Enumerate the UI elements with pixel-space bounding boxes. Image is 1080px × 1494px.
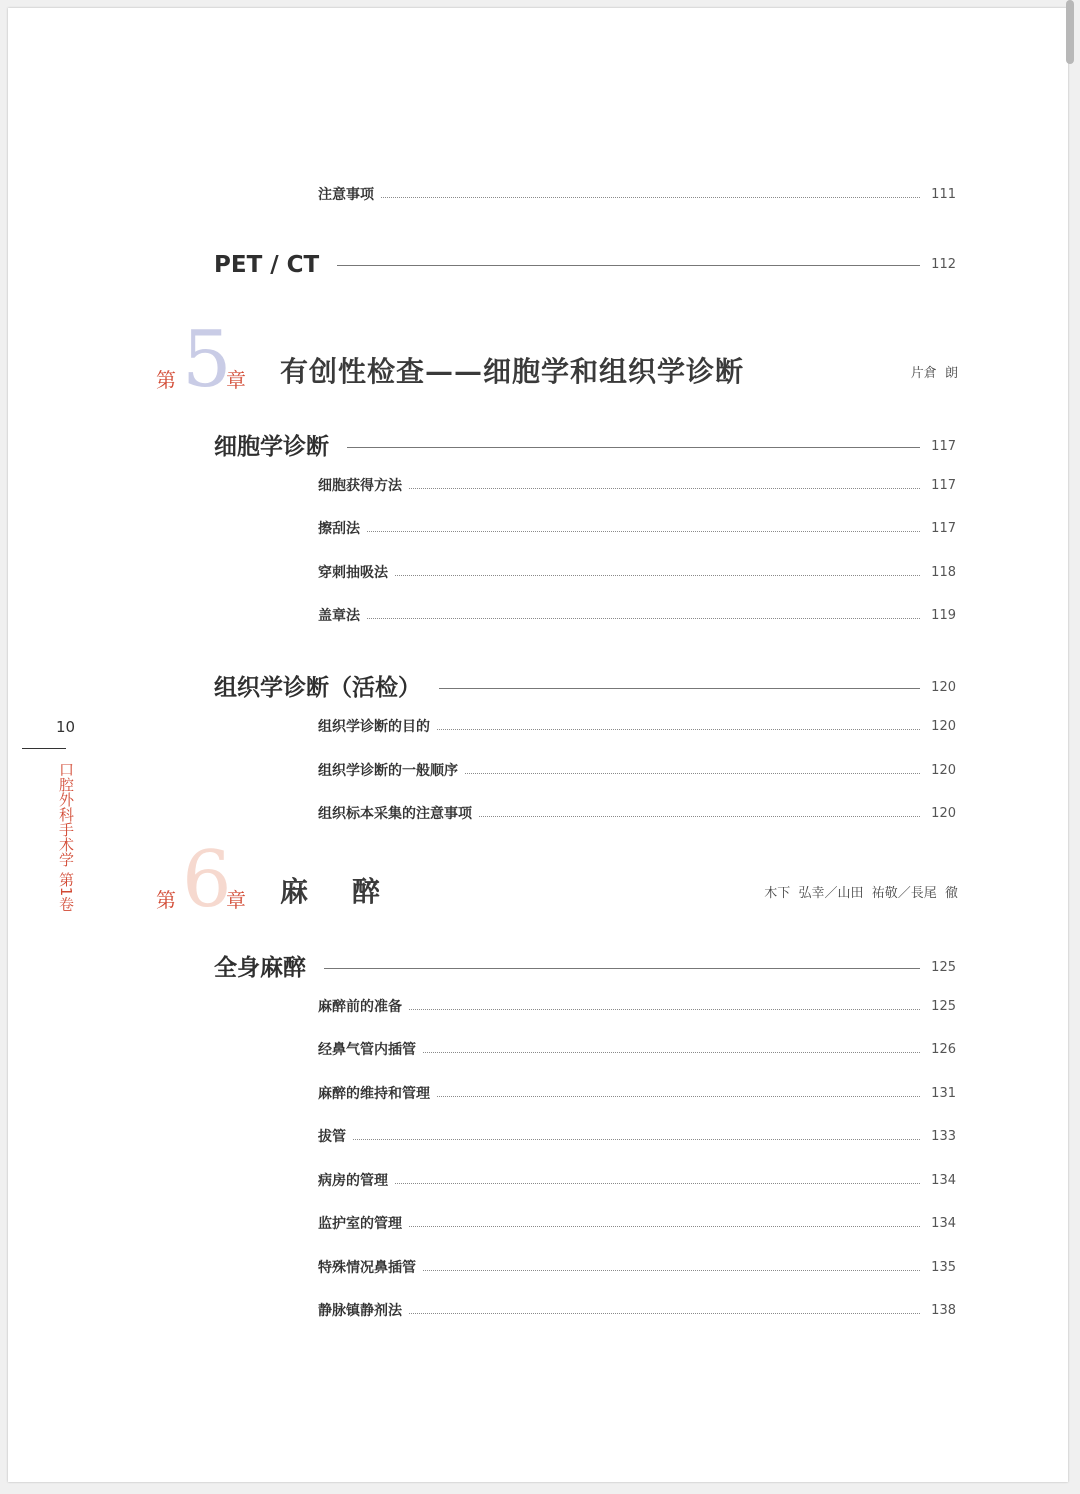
toc-page-number: 126 (931, 1042, 956, 1057)
toc-section-label: 组织学诊断（活检） (214, 671, 439, 705)
leader-dots (318, 1313, 920, 1314)
chapter-5-header (156, 315, 958, 405)
toc-page-number: 117 (931, 439, 956, 454)
toc-entry-icu[interactable] (318, 1213, 956, 1235)
toc-page-number: 117 (931, 521, 956, 536)
toc-page-number: 117 (931, 478, 956, 493)
toc-entry-label: 细胞获得方法 (318, 475, 408, 497)
toc-entry-label: 注意事项 (318, 184, 380, 206)
toc-section-petct[interactable] (214, 248, 956, 282)
toc-page-number: 111 (931, 187, 956, 202)
toc-page-number: 134 (931, 1173, 956, 1188)
toc-entry-hist-order[interactable] (318, 760, 956, 782)
margin-rule (22, 748, 66, 749)
toc-entry-label: 组织标本采集的注意事项 (318, 803, 478, 825)
toc-entry-label: 穿刺抽吸法 (318, 562, 394, 584)
toc-page-number: 138 (931, 1303, 956, 1318)
chapter-prefix: 第 (156, 368, 176, 392)
toc-page-number: 134 (931, 1216, 956, 1231)
chapter-authors: 片倉 朗 (910, 366, 958, 381)
toc-section-label: 全身麻醉 (214, 951, 324, 985)
page-number: 10 (56, 718, 76, 736)
toc-page-number: 135 (931, 1260, 956, 1275)
toc-entry-label: 盖章法 (318, 605, 366, 627)
toc-page-number: 120 (931, 806, 956, 821)
toc-page-number: 125 (931, 960, 956, 975)
toc-page-number: 118 (931, 565, 956, 580)
leader-dots (318, 1226, 920, 1227)
toc-page-number: 120 (931, 719, 956, 734)
toc-page-number: 120 (931, 763, 956, 778)
toc-entry-label: 经鼻气管内插管 (318, 1039, 422, 1061)
chapter-number: 6 (182, 835, 232, 925)
toc-page-number: 120 (931, 680, 956, 695)
toc-entry-prep[interactable] (318, 996, 956, 1018)
leader-dots (318, 531, 920, 532)
toc-entry-label: 拔管 (318, 1126, 352, 1148)
leader-dots (318, 1009, 920, 1010)
toc-page-number: 112 (931, 257, 956, 272)
toc-entry-stamp[interactable] (318, 605, 956, 627)
toc-entry-puncture[interactable] (318, 562, 956, 584)
book-title-vertical: 口腔外科手术学 第1卷 (57, 762, 75, 912)
leader-dots (318, 1139, 920, 1140)
chapter-prefix: 第 (156, 888, 176, 912)
toc-entry-scrape[interactable] (318, 518, 956, 540)
toc-entry-cell-method[interactable] (318, 475, 956, 497)
leader-dots (318, 618, 920, 619)
toc-entry-label: 监护室的管理 (318, 1213, 408, 1235)
toc-entry-label: 麻醉前的准备 (318, 996, 408, 1018)
toc-entry-extubation[interactable] (318, 1126, 956, 1148)
chapter-authors: 木下 弘幸／山田 祐敬／長尾 徹 (764, 886, 958, 901)
toc-section-general-anesthesia[interactable] (214, 951, 956, 985)
toc-entry-label: 组织学诊断的目的 (318, 716, 436, 738)
toc-entry-label: 特殊情况鼻插管 (318, 1257, 422, 1279)
toc-entry-nasal[interactable] (318, 1039, 956, 1061)
chapter-number: 5 (182, 315, 232, 405)
scrollbar-thumb[interactable] (1066, 0, 1074, 64)
toc-entry-hist-notes[interactable] (318, 803, 956, 825)
toc-entry-label: 麻醉的维持和管理 (318, 1083, 436, 1105)
leader-dots (318, 197, 920, 198)
toc-entry-label: 擦刮法 (318, 518, 366, 540)
leader-dots (318, 575, 920, 576)
toc-page-number: 131 (931, 1086, 956, 1101)
toc-entry-label: 组织学诊断的一般顺序 (318, 760, 464, 782)
toc-entry-maintenance[interactable] (318, 1083, 956, 1105)
toc-section-cytology[interactable] (214, 430, 956, 464)
toc-entry-hist-purpose[interactable] (318, 716, 956, 738)
leader-dots (318, 1183, 920, 1184)
document-page (8, 8, 1068, 1482)
chapter-title[interactable]: 麻 醉 (280, 875, 381, 908)
toc-entry-attention[interactable] (318, 184, 956, 206)
chapter-6-header (156, 835, 958, 925)
leader-dots (318, 488, 920, 489)
toc-section-label: 细胞学诊断 (214, 430, 347, 464)
toc-page-number: 125 (931, 999, 956, 1014)
chapter-suffix: 章 (226, 888, 246, 912)
chapter-suffix: 章 (226, 368, 246, 392)
toc-entry-sedation[interactable] (318, 1300, 956, 1322)
toc-section-label: PET / CT (214, 248, 337, 282)
toc-entry-label: 静脉镇静剂法 (318, 1300, 408, 1322)
toc-section-histology[interactable] (214, 671, 956, 705)
toc-entry-special[interactable] (318, 1257, 956, 1279)
toc-page-number: 133 (931, 1129, 956, 1144)
toc-entry-ward[interactable] (318, 1170, 956, 1192)
chapter-title[interactable]: 有创性检查——细胞学和组织学诊断 (280, 355, 745, 388)
toc-entry-label: 病房的管理 (318, 1170, 394, 1192)
toc-page-number: 119 (931, 608, 956, 623)
